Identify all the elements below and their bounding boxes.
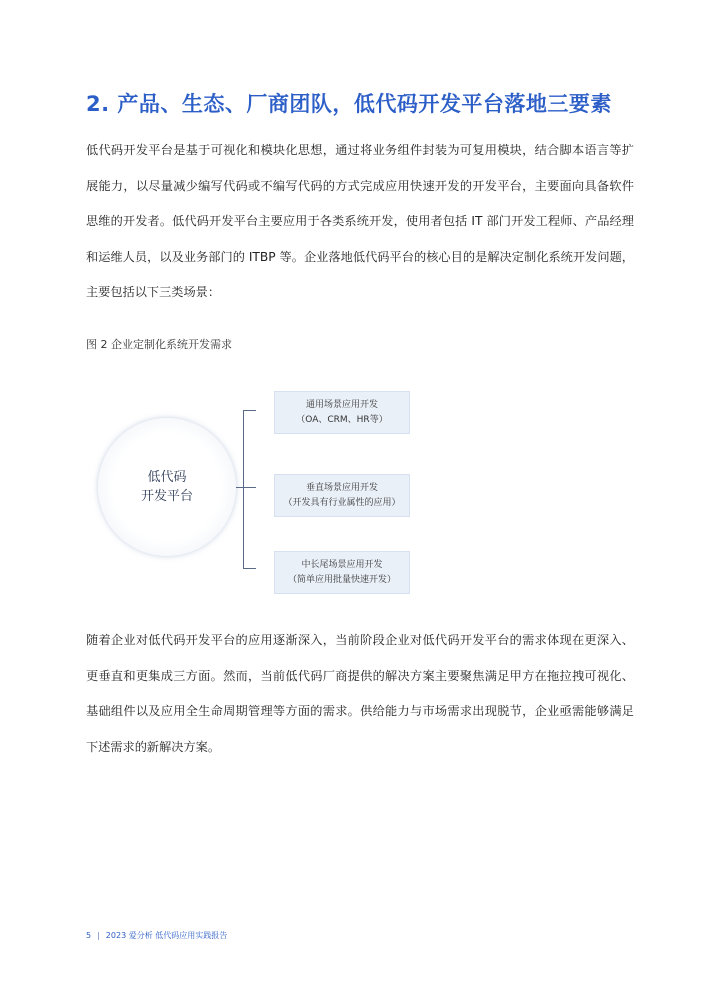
connector-top	[243, 410, 256, 411]
footer-text: 2023 爱分析 低代码应用实践报告	[105, 931, 228, 940]
bracket-line	[243, 410, 244, 568]
figure-caption: 图 2 企业定制化系统开发需求	[86, 338, 232, 351]
body-paragraph-1: 低代码开发平台是基于可视化和模块化思想，通过将业务组件封装为可复用模块，结合脚本语言等扩展能力，以尽量减少编写代码或不编写代码的方式完成应用快速开发的开发平台，主要面向具备软件思维的开发者。低代码开发平台主要应用于各类系统开发，使用者包括 IT 部门开发工程师、产品经理和运维人员，以及业务部门的 ITBP 等。企业落地低代码平台的核心目的是解决定制化系统开发问题，主要包括以下三类场景：	[86, 143, 634, 299]
connector-bottom	[243, 568, 256, 569]
center-label-line2: 开发平台	[140, 489, 193, 504]
page-footer	[86, 930, 227, 941]
figure-diagram	[96, 380, 416, 600]
page-number: 5	[86, 931, 92, 940]
scenario-title: 垂直场景应用开发	[305, 482, 378, 493]
center-label-line1: 低代码	[147, 470, 187, 485]
center-circle	[98, 418, 236, 556]
scenario-box-general	[274, 391, 410, 434]
body-paragraph-2: 随着企业对低代码开发平台的应用逐渐深入，当前阶段企业对低代码开发平台的需求体现在更深入、更垂直和更集成三方面。然而，当前低代码厂商提供的解决方案主要聚焦满足甲方在拖拉拽可视化、基础组件以及应用全生命周期管理等方面的需求。供给能力与市场需求出现脱节，企业亟需能够满足下述需求的新解决方案。	[86, 633, 634, 754]
scenario-title: 中长尾场景应用开发	[301, 559, 383, 570]
section-heading: 2. 产品、生态、厂商团队，低代码开发平台落地三要素	[86, 92, 612, 116]
connector-middle	[243, 487, 256, 488]
scenario-box-vertical	[274, 474, 410, 517]
footer-separator: |	[97, 931, 100, 940]
connector-center	[236, 487, 243, 488]
scenario-subtitle: （OA、CRM、HR等）	[296, 414, 388, 425]
scenario-subtitle: （简单应用批量快速开发）	[287, 574, 396, 585]
scenario-subtitle: （开发具有行业属性的应用）	[283, 497, 401, 508]
scenario-title: 通用场景应用开发	[305, 399, 378, 410]
scenario-box-longtail	[274, 551, 410, 594]
